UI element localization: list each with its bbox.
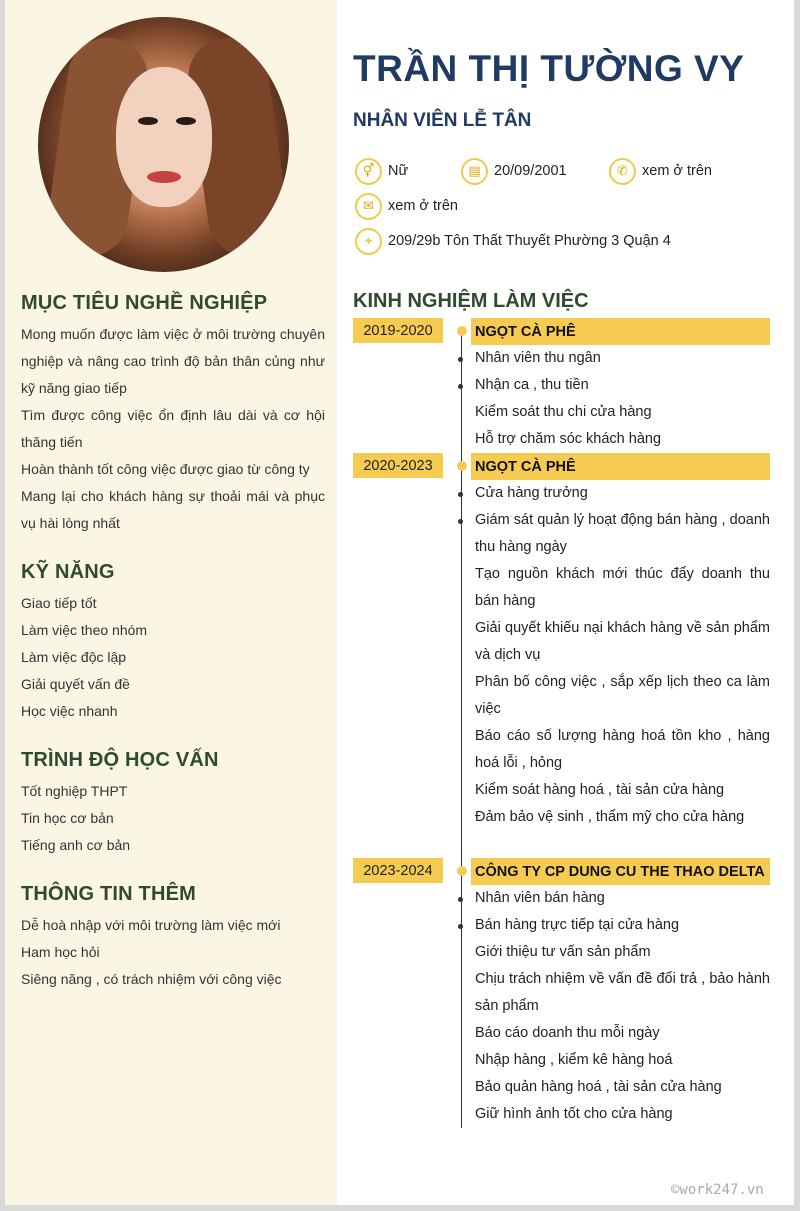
job-years: 2019-2020 xyxy=(353,318,443,343)
candidate-name: TRẦN THỊ TƯỜNG VY xyxy=(353,48,745,89)
skill-item: Làm việc theo nhóm xyxy=(21,622,148,638)
phone-icon: ✆ xyxy=(609,158,636,185)
gender-info xyxy=(355,157,408,185)
extra-info-section xyxy=(21,883,325,993)
job-years: 2020-2023 xyxy=(353,453,443,478)
task-item: Nhân viên bán hàng xyxy=(475,885,770,912)
task-item: Hỗ trợ chăm sóc khách hàng xyxy=(475,431,662,447)
objective-section xyxy=(21,292,325,537)
task-item: Báo cáo doanh thu mỗi ngày xyxy=(475,1025,660,1041)
skill-item: Học việc nhanh xyxy=(21,703,118,719)
job-company: NGỌT CÀ PHÊ xyxy=(471,453,770,480)
extra-info-item: Dễ hoà nhập với môi trường làm việc mới xyxy=(21,917,281,933)
experience-title: KINH NGHIỆM LÀM VIỆC xyxy=(353,290,589,312)
job-company: CÔNG TY CP DUNG CU THE THAO DELTA xyxy=(471,858,770,885)
skill-item: Làm việc độc lập xyxy=(21,649,127,665)
objective-line: Mang lại cho khách hàng sự thoải mái và phục xyxy=(21,488,325,504)
skills-section xyxy=(21,561,325,725)
objective-title: MỤC TIÊU NGHỀ NGHIỆP xyxy=(21,292,268,314)
task-item: Giải quyết khiếu nại khách hàng về sản phẩm và dịch vụ xyxy=(475,620,770,663)
education-title: TRÌNH ĐỘ HỌC VẤN xyxy=(21,749,219,771)
education-item: Tiếng anh cơ bản xyxy=(21,837,131,853)
task-item: Tạo nguồn khách mới thúc đẩy doanh thu bán hàng xyxy=(475,566,770,609)
candidate-role: NHÂN VIÊN LỄ TÂN xyxy=(353,110,532,131)
cake-icon: ▤ xyxy=(461,158,488,185)
skills-title: KỸ NĂNG xyxy=(21,561,115,583)
objective-line: Tìm được công việc ổn định lâu dài và cơ hội xyxy=(21,407,325,423)
task-item: Giới thiệu tư vấn sản phẩm xyxy=(475,944,651,960)
phone-info xyxy=(609,157,712,185)
cv-page xyxy=(5,0,794,1205)
timeline-dot xyxy=(457,866,467,876)
education-item: Tốt nghiệp THPT xyxy=(21,783,128,799)
task-item: Nhân viên thu ngân xyxy=(475,345,770,372)
objective-line: Mong muốn được làm việc ở môi trường chuyên xyxy=(21,326,325,342)
task-item: Chịu trách nhiệm về vấn đề đổi trả , bảo hành sản phẩm xyxy=(475,971,770,1014)
task-item: Kiểm soát hàng hoá , tài sản cửa hàng xyxy=(475,782,725,798)
task-item: Bán hàng trực tiếp tại cửa hàng xyxy=(475,912,770,939)
job-tasks xyxy=(475,345,770,453)
phone-value: xem ở trên xyxy=(642,163,712,179)
education-item: Tin học cơ bản xyxy=(21,810,114,826)
sidebar xyxy=(5,0,337,1205)
skill-item: Giao tiếp tốt xyxy=(21,595,97,611)
task-item: Đảm bảo vệ sinh , thẩm mỹ cho cửa hàng xyxy=(475,809,745,825)
task-item: Kiểm soát thu chi cửa hàng xyxy=(475,404,652,420)
job-company: NGỌT CÀ PHÊ xyxy=(471,318,770,345)
task-item: Cửa hàng trưởng xyxy=(475,480,770,507)
map-icon: ⌖ xyxy=(355,228,382,255)
job-years: 2023-2024 xyxy=(353,858,443,883)
job-tasks xyxy=(475,885,770,1128)
objective-line: nghiệp và nâng cao trình độ bản thân củng như xyxy=(21,353,325,369)
task-item: Giám sát quản lý hoạt động bán hàng , doanh thu hàng ngày xyxy=(475,507,770,561)
task-item: Nhận ca , thu tiền xyxy=(475,372,770,399)
email-info xyxy=(355,192,458,220)
task-item: Bảo quản hàng hoá , tài sản cửa hàng xyxy=(475,1079,722,1095)
birthday-value: 20/09/2001 xyxy=(494,163,567,179)
timeline-line xyxy=(461,331,462,1128)
task-item: Phân bố công việc , sắp xếp lịch theo ca làm việc xyxy=(475,674,770,717)
task-item: Nhập hàng , kiểm kê hàng hoá xyxy=(475,1052,673,1068)
gender-icon: ⚥ xyxy=(355,158,382,185)
task-item: Giữ hình ảnh tốt cho cửa hàng xyxy=(475,1106,673,1122)
timeline-dot xyxy=(457,461,467,471)
objective-line: vụ hài lòng nhất xyxy=(21,515,120,531)
timeline-dot xyxy=(457,326,467,336)
avatar xyxy=(38,17,289,272)
email-value: xem ở trên xyxy=(388,198,458,214)
objective-line: kỹ năng giao tiếp xyxy=(21,380,127,396)
address-value: 209/29b Tôn Thất Thuyết Phường 3 Quận 4 xyxy=(388,233,671,249)
task-item: Báo cáo số lượng hàng hoá tồn kho , hàng hoá lỗi , hỏng xyxy=(475,728,770,771)
job-tasks xyxy=(475,480,770,831)
education-section xyxy=(21,749,325,859)
gender-value: Nữ xyxy=(388,163,409,179)
email-icon: ✉ xyxy=(355,193,382,220)
objective-line: Hoàn thành tốt công việc được giao từ công ty xyxy=(21,461,310,477)
extra-info-item: Siêng năng , có trách nhiệm với công việc xyxy=(21,971,282,987)
watermark: ©work247.vn xyxy=(671,1182,764,1198)
skill-item: Giải quyết vấn đề xyxy=(21,676,130,692)
objective-line: thăng tiến xyxy=(21,434,83,450)
birthday-info xyxy=(461,157,567,185)
address-info xyxy=(355,227,671,255)
extra-info-title: THÔNG TIN THÊM xyxy=(21,883,197,905)
extra-info-item: Ham học hỏi xyxy=(21,944,100,960)
